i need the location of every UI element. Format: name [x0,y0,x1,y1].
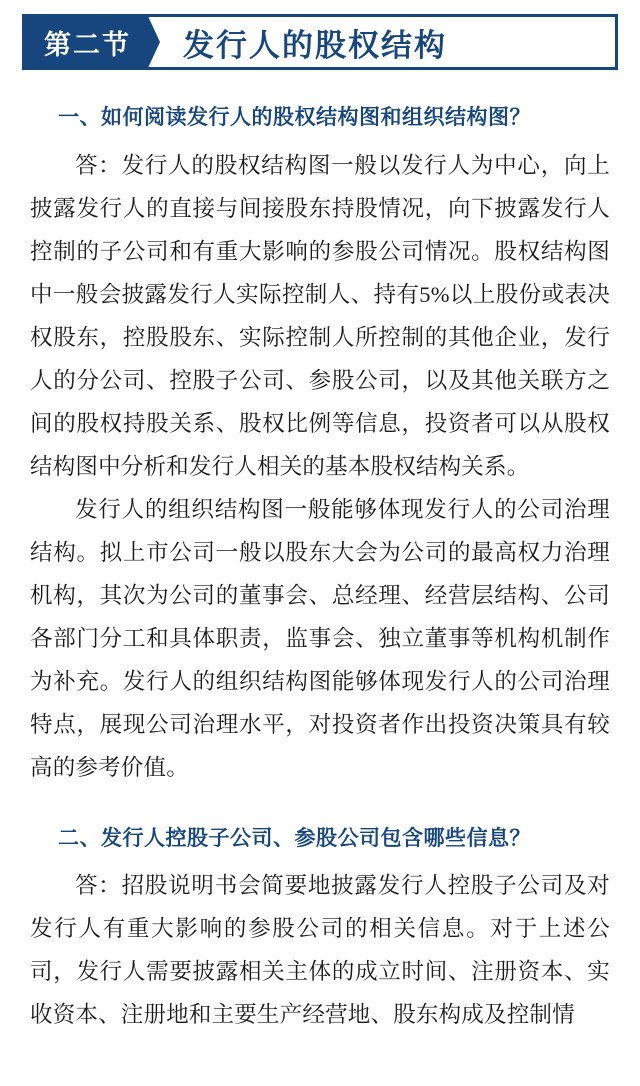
section-number-tag [22,14,147,70]
question-heading-1: 一、如何阅读发行人的股权结构图和组织结构图？ [58,106,531,129]
section-number-label: 第二节 [44,29,131,60]
answer-paragraph-3: 答：招股说明书会简要地披露发行人控股子公司及对发行人有重大影响的参股公司的相关信息。对于上述公司，发行人需要披露相关主体的成立时间、注册资本、实收资本、注册地和主要生产经营地、股东构成及控制情 [30,873,610,1027]
document-page [0,14,640,1086]
section-title-frame [147,14,618,70]
section-header-banner [22,14,618,76]
question-heading-2: 二、发行人控股子公司、参股公司包含哪些信息？ [58,826,531,850]
document-body [30,102,610,1036]
section-title: 发行人的股权结构 [183,27,447,63]
answer-paragraph-1: 答：发行人的股权结构图一般以发行人为中心，向上披露发行人的直接与间接股东持股情况，向下披露发行人控制的子公司和有重大影响的参股公司情况。股权结构图中一般会披露发行人实际控制人、持有5%以上股份或表决权股东，控股股东、实际控制人所控制的其他企业，发行人的分公司、控股子公司、参股公司，以及其他关联方之间的股权持股关系、股权比例等信息，投资者可以从股权结构图中分析和发行人相关的基本股权结构关系。 [30,152,610,479]
answer-paragraph-2: 发行人的组织结构图一般能够体现发行人的公司治理结构。拟上市公司一般以股东大会为公司的最高权力治理机构，其次为公司的董事会、总经理、经营层结构、公司各部门分工和具体职责，监事会、独立董事等机构机制作为补充。发行人的组织结构图能够体现发行人的公司治理特点，展现公司治理水平，对投资者作出投资决策具有较高的参考价值。 [30,496,610,780]
